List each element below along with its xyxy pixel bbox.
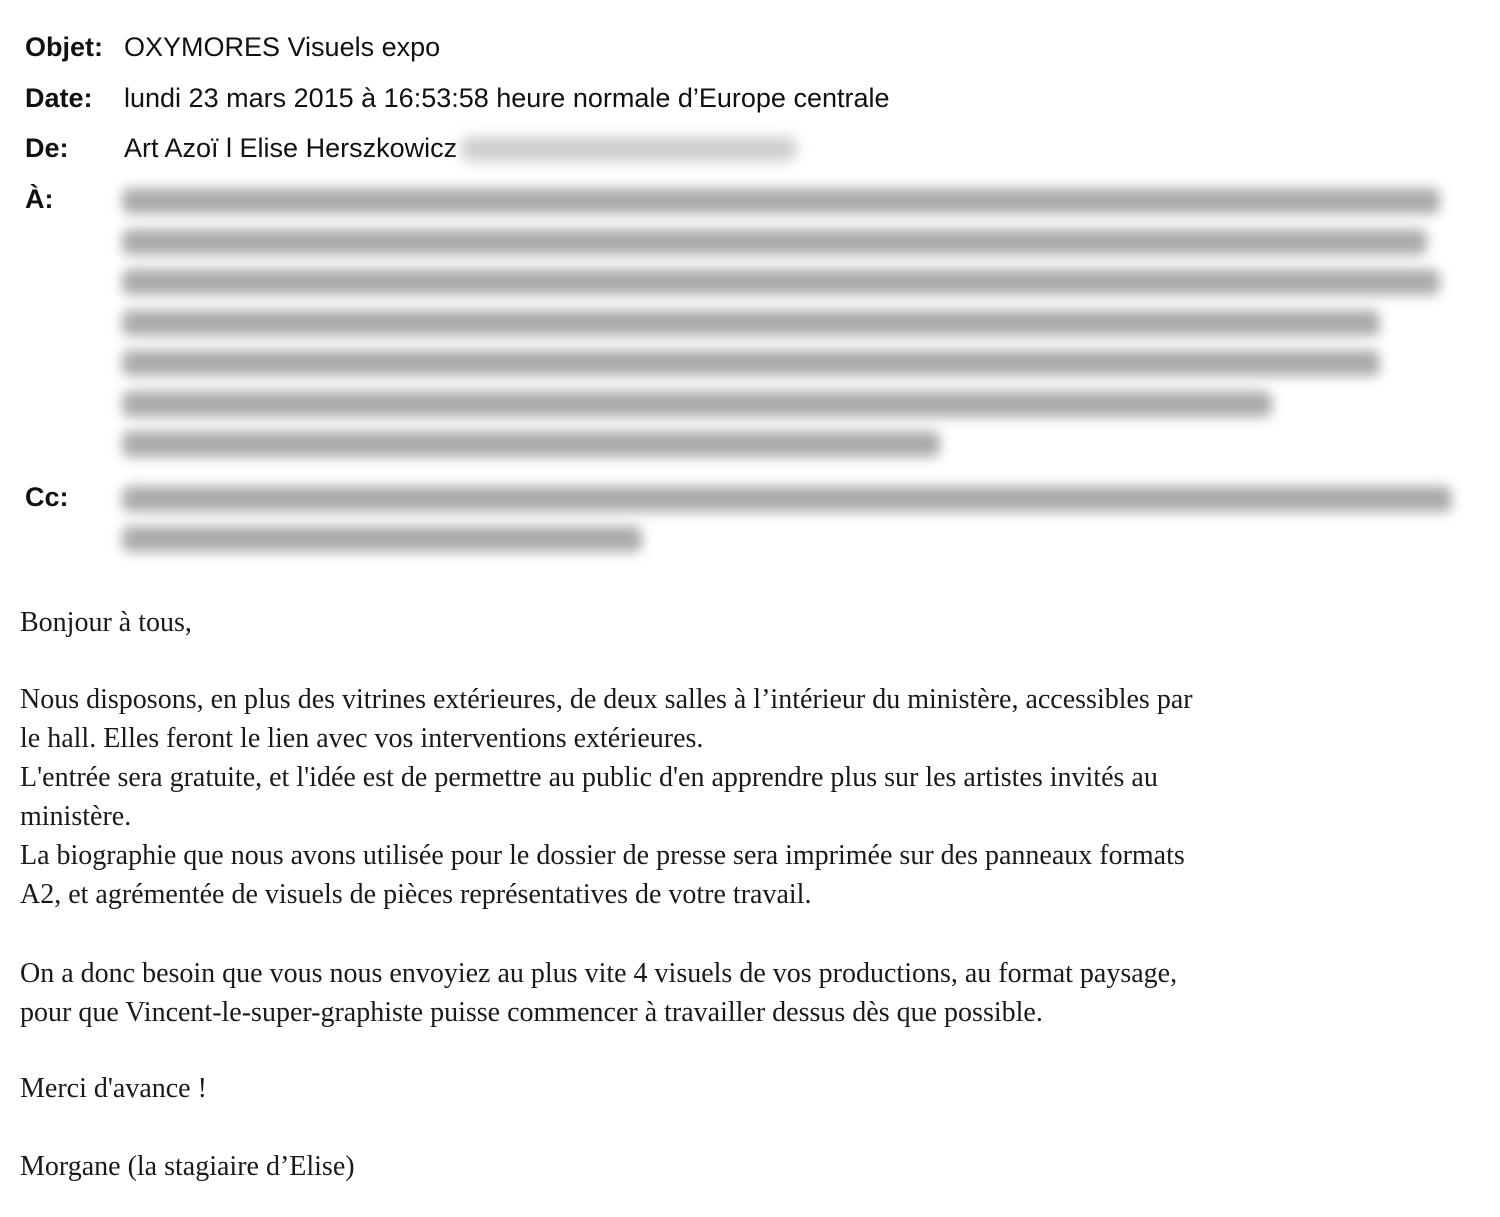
redacted-line [122,229,1427,255]
redacted-line [122,350,1380,376]
body-line: On a donc besoin que vous nous envoyiez au plus vite 4 visuels de vos productions, au format paysage, [20,958,1178,989]
from-value [124,131,796,165]
cc-label: Cc: [25,482,69,512]
redacted-line [122,188,1440,214]
body-line: Nous disposons, en plus des vitrines extérieures, de deux salles à l’intérieur du ministère, accessibles par [20,684,1193,715]
signature: Morgane (la stagiaire d’Elise) [20,1151,355,1182]
body-line: L'entrée sera gratuite, et l'idée est de permettre au public d'en apprendre plus sur les artistes invités au [20,762,1158,793]
body-paragraph-1 [20,680,1480,914]
greeting: Bonjour à tous, [20,607,192,638]
from-name: Art Azoï l Elise Herszkowicz [124,133,458,163]
body-line: pour que Vincent-le-super-graphiste puisse commencer à travailler dessus dès que possible. [20,997,1043,1028]
body-line: A2, et agrémentée de visuels de pièces représentatives de votre travail. [20,879,812,910]
redacted-line [122,391,1272,417]
redacted-line [122,526,642,552]
closing-thanks: Merci d'avance ! [20,1073,207,1104]
redacted-sender-email [461,137,796,161]
subject-label: Objet: [25,32,103,62]
from-label: De: [25,133,69,163]
redacted-line [122,269,1440,295]
body-paragraph-2 [20,954,1480,1032]
to-label: À: [25,184,54,214]
date-value: lundi 23 mars 2015 à 16:53:58 heure normale d’Europe centrale [124,83,890,113]
redacted-line [122,486,1452,512]
subject-value: OXYMORES Visuels expo [124,32,441,62]
date-label: Date: [25,83,93,113]
body-line: La biographie que nous avons utilisée pour le dossier de presse sera imprimée sur des panneaux formats [20,840,1185,871]
redacted-line [122,431,940,457]
body-line: ministère. [20,801,132,832]
redacted-line [122,310,1380,336]
body-line: le hall. Elles feront le lien avec vos interventions extérieures. [20,723,704,754]
